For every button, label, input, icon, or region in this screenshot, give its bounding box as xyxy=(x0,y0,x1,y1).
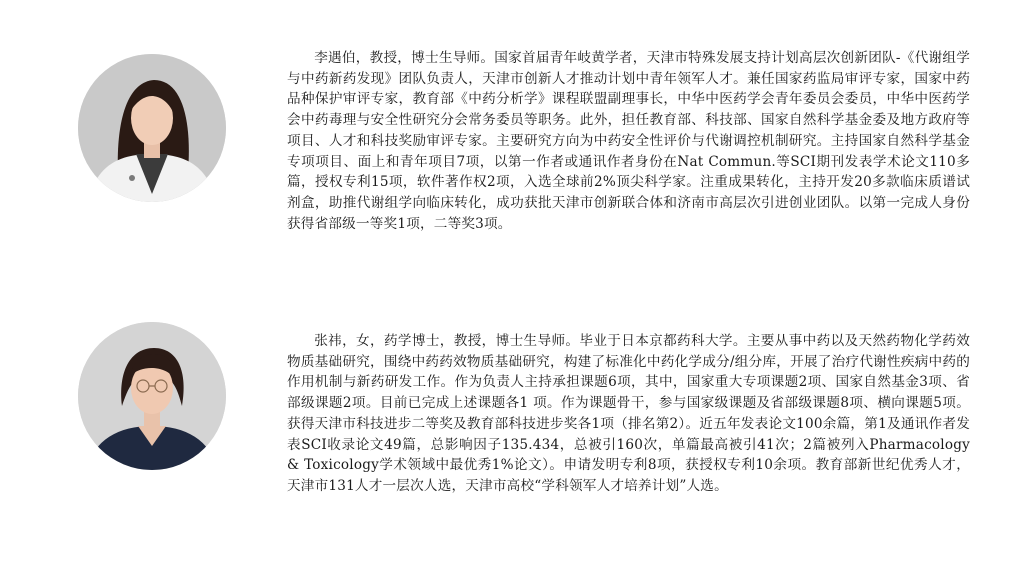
portrait-illustration xyxy=(78,322,226,470)
portrait-photo xyxy=(78,322,226,470)
portrait-illustration xyxy=(78,54,226,202)
portrait-photo xyxy=(78,54,226,202)
bio-text: 张祎，女，药学博士，教授，博士生导师。毕业于日本京都药科大学。主要从事中药以及天然药物化学药效物质基础研究，围绕中药药效物质基础研究，构建了标准化中药化学成分/组分库，开展了治疗代谢性疾病中药的作用机制与新药研发工作。作为负责人主持承担课题6项，其中，国家重大专项课题2项、国家自然基金3项、省部级课题2项。目前已完成上述课题各1 项。作为课题骨干，参与国家级课题及省部级课题8项、横向课题5项。获得天津市科技进步二等奖及教育部科技进步奖各1项（排名第2）。近五年发表论文100余篇，第1及通讯作者发表SCI收录论文49篇，总影响因子135.434，总被引160次，单篇最高被引41次；2篇被列入Pharmacology & Toxicology学术领域中最优秀1%论文）。申请发明专利8项，获授权专利10余项。教育部新世纪优秀人才，天津市131人才一层次人选，天津市高校“学科领军人才培养计划”人选。 xyxy=(287,333,970,494)
bio-text: 李遇伯，教授，博士生导师。国家首届青年岐黄学者，天津市特殊发展支持计划高层次创新团队-《代谢组学与中药新药发现》团队负责人，天津市创新人才推动计划中青年领军人才。兼任国家药监局审评专家，国家中药品种保护审评专家，教育部《中药分析学》课程联盟副理事长，中华中医药学会青年委员会委员，中华中医药学会中药毒理与安全性研究分会常务委员等职务。此外，担任教育部、科技部、国家自然科学基金委及地方政府等项目、人才和科技奖励审评专家。主要研究方向为中药安全性评价与代谢调控机制研究。主持国家自然科学基金专项项目、面上和青年项目7项，以第一作者或通讯作者身份在Nat Commun.等SCI期刊发表学术论文110多篇，授权专利15项，软件著作权2项，入选全球前2%顶尖科学家。注重成果转化，主持开发20多款临床质谱试剂盒，助推代谢组学向临床转化，成功获批天津市创新联合体和济南市高层次引进创业团队。以第一完成人身份获得省部级一等奖1项，二等奖3项。 xyxy=(287,50,970,232)
profile-card-zhang-yi xyxy=(0,290,1024,576)
